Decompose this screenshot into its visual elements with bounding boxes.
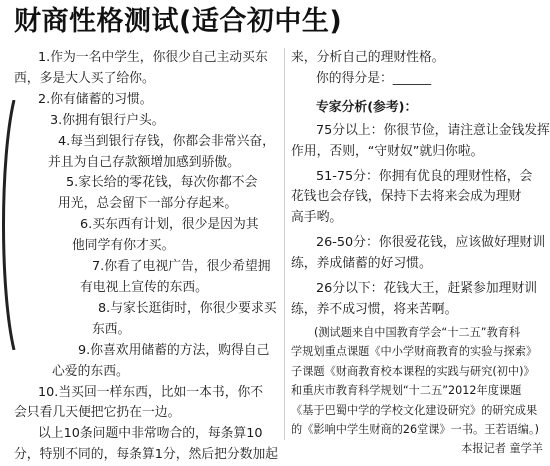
question-9-line-1: 9.你喜欢用储蓄的方法，购得自己: [78, 342, 270, 358]
analysis-line: 作用，否则，“守财奴”就归你啦。: [291, 143, 484, 159]
expert-analysis-heading: 专家分析(参考)：: [316, 99, 418, 115]
question-4-line-2: 并且为自己存款额增加感到骄傲。: [48, 154, 240, 170]
analysis-26-50: [291, 233, 546, 275]
analysis-below-26: [291, 279, 543, 321]
analysis-column: [291, 48, 550, 458]
reporter-byline: 本报记者 童学羊: [461, 442, 543, 456]
analysis-line: 26分以下：花钱大王，赶紧参加理财训: [316, 281, 538, 297]
your-score-row: [291, 69, 543, 90]
question-10-line-1: 10.当买回一样东西，比如一本书，你不: [38, 384, 264, 400]
analysis-line: 练，养不成习惯，将来苦啊。: [291, 301, 458, 317]
scoring-line-2: 分，特别不同的，每条算1分，然后把分数加起: [14, 447, 279, 463]
question-8-line-2: 东西。: [92, 321, 131, 337]
source-note: [291, 323, 543, 439]
your-score-blank: ______: [392, 70, 432, 86]
question-10-line-2: 会只看几天便把它扔在一边。: [14, 405, 181, 421]
question-1-line-2: 西，多是大人买了给你。: [14, 70, 155, 86]
article-title: 财商性格测试(适合初中生): [14, 6, 343, 37]
analysis-75-plus: [291, 121, 550, 163]
scoring-line-1: 以上10条问题中非常吻合的，每条算10: [38, 426, 263, 442]
analysis-line: 花钱也会存钱，保持下去将来会成为理财: [291, 189, 522, 205]
source-note-line: 学规划重点课题《中小学财商教育的实验与探索》: [291, 345, 538, 359]
question-7-line-1: 7.你看了电视广告，很少希望拥: [92, 259, 271, 275]
question-7-line-2: 有电视上宣传的东西。: [80, 279, 208, 295]
question-3: 3.你拥有银行户头。: [50, 112, 165, 128]
your-score-label: 你的得分是：: [316, 70, 393, 86]
analysis-line: 26-50分：你很爱花钱，应该做好理财训: [316, 235, 546, 251]
questions-column: [14, 48, 280, 466]
analysis-line: 练，养成储蓄的好习惯。: [291, 256, 432, 272]
analysis-51-75: [291, 167, 543, 230]
column-divider: [284, 48, 285, 440]
analysis-line: 高手哟。: [291, 210, 343, 226]
question-9-line-2: 心爱的东西。: [52, 363, 129, 379]
question-8-line-1: 8.与家长逛街时，你很少要求买: [98, 300, 277, 316]
question-1-line-1: 1.作为一名中学生，你很少自己主动买东: [38, 50, 268, 65]
question-4-line-1: 4.每当到银行存钱，你都会非常兴奋，: [58, 133, 275, 149]
source-note-line: 子课题《财商教育校本课程的实践与研究(初中)》: [291, 364, 535, 378]
source-note-line: (测试题来自中国教育学会“十二五”教育科: [314, 325, 521, 339]
question-6-line-1: 6.买东西有计划，很少是因为其: [80, 217, 259, 233]
source-note-line: 的《影响中学生财商的26堂课》一书。王若语编。): [291, 422, 539, 436]
question-5-line-1: 5.家长给的零花钱，每次你都不会: [66, 175, 258, 191]
scoring-continuation: 来，分析自己的理财性格。: [291, 50, 445, 65]
analysis-line: 51-75分：你拥有优良的理财性格，会: [316, 168, 533, 184]
analysis-line: 75分以上：你很节俭，请注意让金钱发挥: [316, 122, 550, 138]
question-6-line-2: 他同学有你才买。: [72, 238, 175, 254]
question-2: 2.你有储蓄的习惯。: [38, 91, 153, 107]
source-note-line: 《基于巴蜀中学的学校文化建设研究》的研究成果: [291, 403, 538, 417]
question-5-line-2: 用光，总会留下一部分存起来。: [58, 196, 238, 212]
source-note-line: 和重庆市教育科学规划“十二五”2012年度课题: [291, 384, 522, 398]
